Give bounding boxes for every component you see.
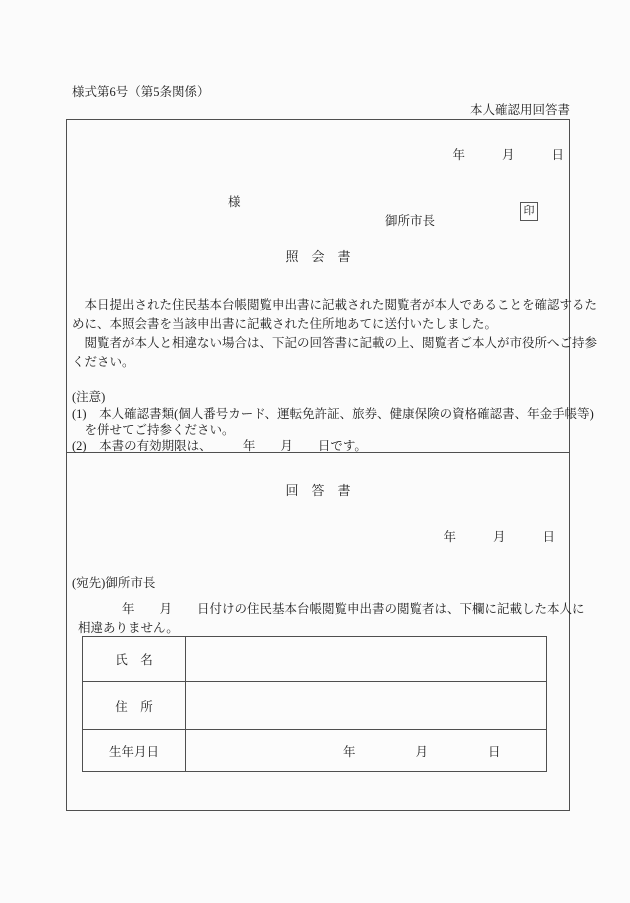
notes-heading: (注意) [72,390,106,404]
form-number-label: 様式第6号（第5条関係） [72,85,210,99]
inquiry-date-line [452,145,564,163]
year-label: 年 [443,530,456,544]
inquiry-body-line: ください。 [72,355,135,369]
note-line-1: (1) 本人確認書類(個人番号カード、運転免許証、旅券、健康保険の資格確認書、年金手帳等) [72,407,594,421]
address-input-cell[interactable] [186,682,546,730]
response-statement-line: 相違ありません。 [78,621,179,635]
inquiry-body-line: めに、本照会書を当該申出書に記載された住所地あてに送付いたしました。 [72,317,498,331]
address-row-label: 住 所 [83,682,186,730]
inquiry-title: 照 会 書 [285,249,351,264]
year-label: 年 [452,148,465,162]
seal-stamp-icon: 印 [520,202,538,221]
response-addressee-label: (宛先)御所市長 [72,576,156,590]
confirmation-table [82,636,547,772]
inquiry-body-line: 閲覧者が本人と相違ない場合は、下記の回答書に記載の上、閲覧者ご本人が市役所へご持参 [72,336,598,350]
doc-title-label: 本人確認用回答書 [469,103,570,117]
year-label: 年 [343,744,356,759]
inquiry-body-line: 本日提出された住民基本台帳閲覧申出書に記載された閲覧者が本人であることを確認するた [72,298,598,312]
day-label: 日 [488,744,501,759]
recipient-honorific-label: 様 [228,195,241,209]
month-label: 月 [415,744,429,759]
response-statement-line: 年 月 日付けの住民基本台帳閲覧申出書の閲覧者は、下欄に記載した本人に [72,602,585,616]
inquiry-sender-label: 御所市長 [385,214,436,228]
note-line-1-cont: を併せてご持参ください。 [72,423,235,437]
month-label: 月 [501,148,515,162]
note-line-2-expiry: (2) 本書の有効期限は、 年 月 日です。 [72,439,367,453]
response-title: 回 答 書 [285,483,351,498]
birthdate-row-label: 生年月日 [83,730,186,771]
response-date-line [443,527,555,545]
name-row-label: 氏 名 [83,637,186,682]
name-input-cell[interactable] [186,637,546,682]
day-label: 日 [542,530,555,544]
day-label: 日 [551,148,564,162]
month-label: 月 [492,530,506,544]
birthdate-input-cell[interactable] [186,730,546,771]
